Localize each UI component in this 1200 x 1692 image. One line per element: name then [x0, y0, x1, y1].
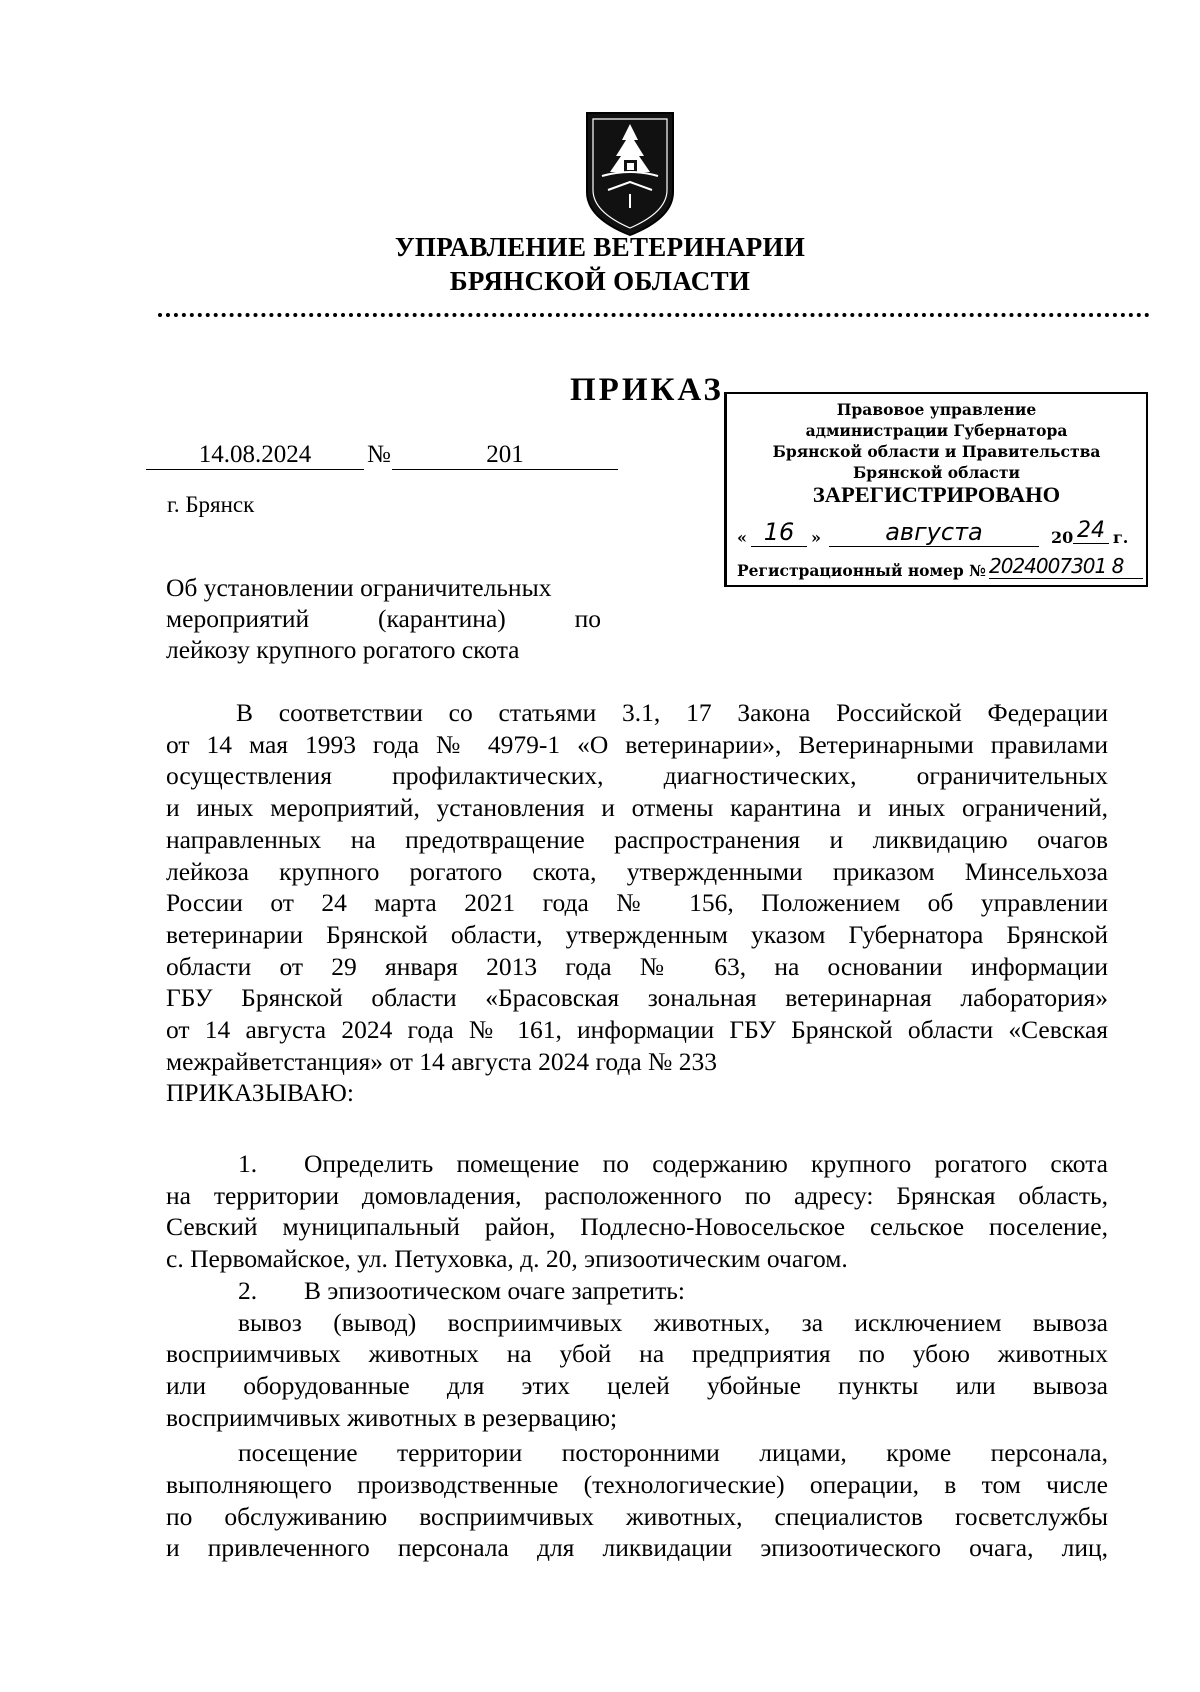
subject-line1: Об установлении ограничительных [166, 573, 552, 602]
preamble-line: ГБУ Брянской области «Брасовская зональная ветеринарная лаборатория» [166, 983, 1108, 1013]
stamp-registered: ЗАРЕГИСТРИРОВАНО [812, 482, 1061, 507]
document-title: ПРИКАЗ [570, 372, 724, 408]
item-2-sub1-line: или оборудованные для этих целей убойные пункты или вывоза [166, 1370, 1108, 1400]
order-city: г. Брянск [167, 492, 255, 517]
stamp-line4: Брянской области [853, 463, 1020, 482]
preamble-line: лейкоза крупного рогатого скота, утвержденными приказом Минсельхоза [166, 856, 1108, 886]
preamble-line: межрайветстанция» от 14 августа 2024 года № 233 [166, 1046, 718, 1076]
item-2-sub2-line: посещение территории посторонними лицами, кроме персонала, [238, 1438, 1108, 1468]
order-number: 201 [392, 441, 618, 470]
item-1-first-line: 1. Определить помещение по содержанию крупного рогатого скота [238, 1149, 1108, 1178]
item-1 [166, 1148, 1108, 1564]
stamp-quote-close: » [811, 528, 821, 547]
coat-of-arms-emblem [584, 110, 676, 238]
preamble-line: от 14 августа 2024 года № 161, информации ГБУ Брянской области «Севская [166, 1015, 1108, 1045]
decree-word: ПРИКАЗЫВАЮ: [166, 1078, 354, 1108]
stamp-day: 16 [751, 518, 807, 547]
preamble-line: области от 29 января 2013 года № 63, на основании информации [166, 951, 1108, 981]
stamp-year-unit: г. [1113, 528, 1129, 547]
org-name-line1: УПРАВЛЕНИЕ ВЕТЕРИНАРИИ [394, 232, 806, 262]
preamble-paragraph [166, 697, 1108, 1109]
header-divider [158, 313, 1150, 317]
order-number-sign: № [367, 441, 391, 468]
preamble-line: направленных на предотвращение распространения и ликвидацию очагов [166, 824, 1108, 854]
preamble-line: В соответствии со статьями 3.1, 17 Закона Российской Федерации [236, 698, 1108, 727]
preamble-line: осуществления профилактических, диагностических, ограничительных [166, 761, 1108, 791]
subject-line2: мероприятий (карантина) по [166, 604, 601, 633]
item-2-number: 2. [238, 1275, 258, 1305]
stamp-line1: Правовое управление [836, 400, 1037, 419]
item-2-sub1-line: восприимчивых животных в резервацию; [166, 1402, 618, 1432]
item-1-number: 1. [238, 1149, 258, 1178]
order-date: 14.08.2024 [146, 441, 364, 470]
subject-line3: лейкозу крупного рогатого скота [166, 635, 520, 664]
stamp-regnum-label: Регистрационный номер № [737, 561, 986, 580]
item-2-sub1-line: вывоз (вывод) восприимчивых животных, за исключением вывоза [238, 1307, 1108, 1337]
item-2-sub2-line: и привлеченного персонала для ликвидации эпизоотического очага, лиц, [166, 1533, 1108, 1563]
stamp-line3: Брянской области и Правительства [772, 442, 1101, 461]
stamp-year-prefix: 20 [1051, 528, 1074, 547]
preamble-line: от 14 мая 1993 года № 4979-1 «О ветеринарии», Ветеринарными правилами [166, 729, 1108, 759]
item-1-line: Севский муниципальный район, Подлесно-Новосельское сельское поселение, [166, 1212, 1108, 1242]
preamble-line: ветеринарии Брянской области, утвержденным указом Губернатора Брянской [166, 919, 1108, 949]
stamp-regnum-row [737, 554, 1145, 584]
stamp-year-suffix: 24 [1073, 518, 1109, 544]
item-2-sub2-line: выполняющего производственные (технологические) операции, в том числе [166, 1470, 1108, 1500]
item-2-sub1-line: восприимчивых животных на убой на предприятия по убою животных [166, 1339, 1108, 1369]
item-1-line: с. Первомайское, ул. Петуховка, д. 20, эпизоотическим очагом. [166, 1244, 848, 1274]
registration-stamp [724, 392, 1148, 587]
stamp-date-row [737, 518, 1143, 552]
stamp-regnum: 2024007301 8 [989, 554, 1143, 579]
org-name-line2: БРЯНСКОЙ ОБЛАСТИ [449, 266, 751, 296]
preamble-line: России от 24 марта 2021 года № 156, Положением об управлении [166, 888, 1108, 918]
item-2-heading: 2. В эпизоотическом очаге запретить: [238, 1275, 685, 1305]
order-subject [166, 572, 601, 665]
item-2-sub2-line: по обслуживанию восприимчивых животных, специалистов госветслужбы [166, 1501, 1108, 1531]
stamp-line2: администрации Губернатора [805, 421, 1068, 440]
preamble-line: и иных мероприятий, установления и отмены карантина и иных ограничений, [166, 793, 1108, 823]
item-1-line: на территории домовладения, расположенного по адресу: Брянская область, [166, 1180, 1108, 1210]
stamp-month: августа [829, 518, 1039, 547]
stamp-quote-open: « [737, 528, 747, 547]
